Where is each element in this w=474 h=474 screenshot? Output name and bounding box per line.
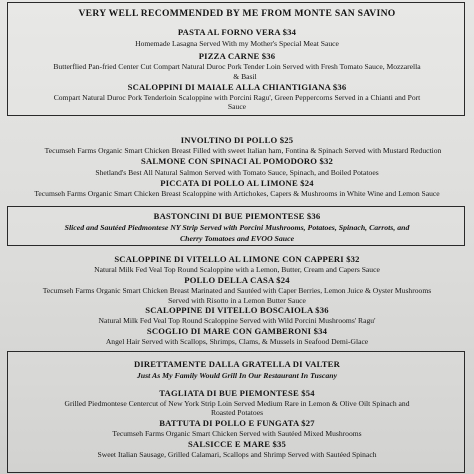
- dish-name: BATTUTA DI POLLO E FUNGATA $27: [159, 419, 315, 428]
- section-title: VERY WELL RECOMMENDED BY ME FROM MONTE SAN SAVINO: [78, 9, 396, 19]
- dish-description: Roasted Potatoes: [210, 409, 264, 417]
- dish-description: Tecumseh Farms Organic Smart Chicken Breast Scaloppine with Artichokes, Capers & Mushrooms in White Wine and Lemon Sauce: [34, 190, 440, 198]
- dish-description: Tecumseh Farms Organic Smart Chicken Breast Marinated and Sautéed with Caper Berries, Lemon Juice & Oyster Mushrooms: [42, 287, 432, 295]
- dish-description: Tecumseh Farms Organic Smart Chicken Served with Sautéed Mixed Mushrooms: [112, 430, 362, 438]
- dish-name: PICCATA DI POLLO AL LIMONE $24: [160, 179, 314, 188]
- dish-description: Grilled Piedmontese Centercut of New York Strip Loin Served Medium Rare in Lemon & Olive Oilt Spinach and: [64, 400, 410, 408]
- dish-name: SALSICCE E MARE $35: [187, 440, 287, 449]
- dish-name: SALMONE CON SPINACI AL POMODORO $32: [140, 157, 334, 166]
- dish-name: POLLO DELLA CASA $24: [184, 276, 290, 285]
- dish-name: PASTA AL FORNO VERA $34: [177, 28, 297, 37]
- dish-description: Natural Milk Fed Veal Top Round Scaloppine with a Lemon, Butter, Cream and Capers Sauce: [94, 266, 380, 274]
- dish-description: Homemade Lasagna Served With my Mother's Special Meat Sauce: [135, 40, 339, 48]
- dish-description: Shetland's Best All Natural Salmon Served with Tomato Sauce, Spinach, and Boiled Potatoes: [95, 169, 379, 177]
- dish-description: Cherry Tomatoes and EVOO Sauce: [179, 235, 295, 243]
- section-subtitle: Just As My Family Would Grill In Our Restaurant In Tuscany: [136, 372, 338, 380]
- dish-description: Tecumseh Farms Organic Smart Chicken Breast Filled with sweet Italian ham, Fontina & Spinach Served with Mustard Reduction: [44, 147, 442, 155]
- dish-name: SCALOPPINE DI VITELLO AL LIMONE CON CAPPERI $32: [114, 255, 360, 264]
- dish-description: Sauce: [227, 103, 247, 111]
- dish-description: Served with Risotto in a Lemon Butter Sauce: [168, 297, 306, 305]
- section-title: DIRETTAMENTE DALLA GRATELLA DI VALTER: [133, 360, 341, 369]
- dish-description: Sliced and Sautéed Piedmontese NY Strip Served with Porcini Mushrooms, Potatoes, Spinach, Carrots, and: [64, 224, 410, 232]
- dish-name: PIZZA CARNE $36: [198, 52, 276, 61]
- dish-name: BASTONCINI DI BUE PIEMONTESE $36: [153, 212, 321, 221]
- dish-name: TAGLIATA DI BUE PIEMONTESE $54: [159, 389, 315, 398]
- dish-name: INVOLTINO DI POLLO $25: [180, 136, 294, 145]
- dish-description: Sweet Italian Sausage, Grilled Calamari, Scallops and Shrimp Served with Sautéed Spinach: [97, 451, 377, 459]
- dish-name: SCOGLIO DI MARE CON GAMBERONI $34: [146, 327, 328, 336]
- dish-description: Compart Natural Duroc Pork Tenderloin Scaloppine with Porcini Ragu', Green Peppercorns Served in a Chianti and Port: [53, 94, 421, 102]
- dish-description: Natural Milk Fed Veal Top Round Scaloppine Served with Wild Porcini Mushrooms' Ragu': [98, 317, 376, 325]
- dish-description: Butterflied Pan-fried Center Cut Compart Natural Duroc Pork Tender Loin Served with Fresh Tomato Sauce, Mozzarella: [53, 63, 421, 71]
- dish-name: SCALOPPINE DI VITELLO BOSCAIOLA $36: [145, 306, 329, 315]
- dish-description: & Basil: [233, 73, 257, 81]
- dish-name: SCALOPPINI DI MAIALE ALLA CHIANTIGIANA $36: [127, 83, 347, 92]
- dish-description: Angel Hair Served with Scallops, Shrimps, Clams, & Mussels in Seafood Demi-Glace: [105, 338, 369, 346]
